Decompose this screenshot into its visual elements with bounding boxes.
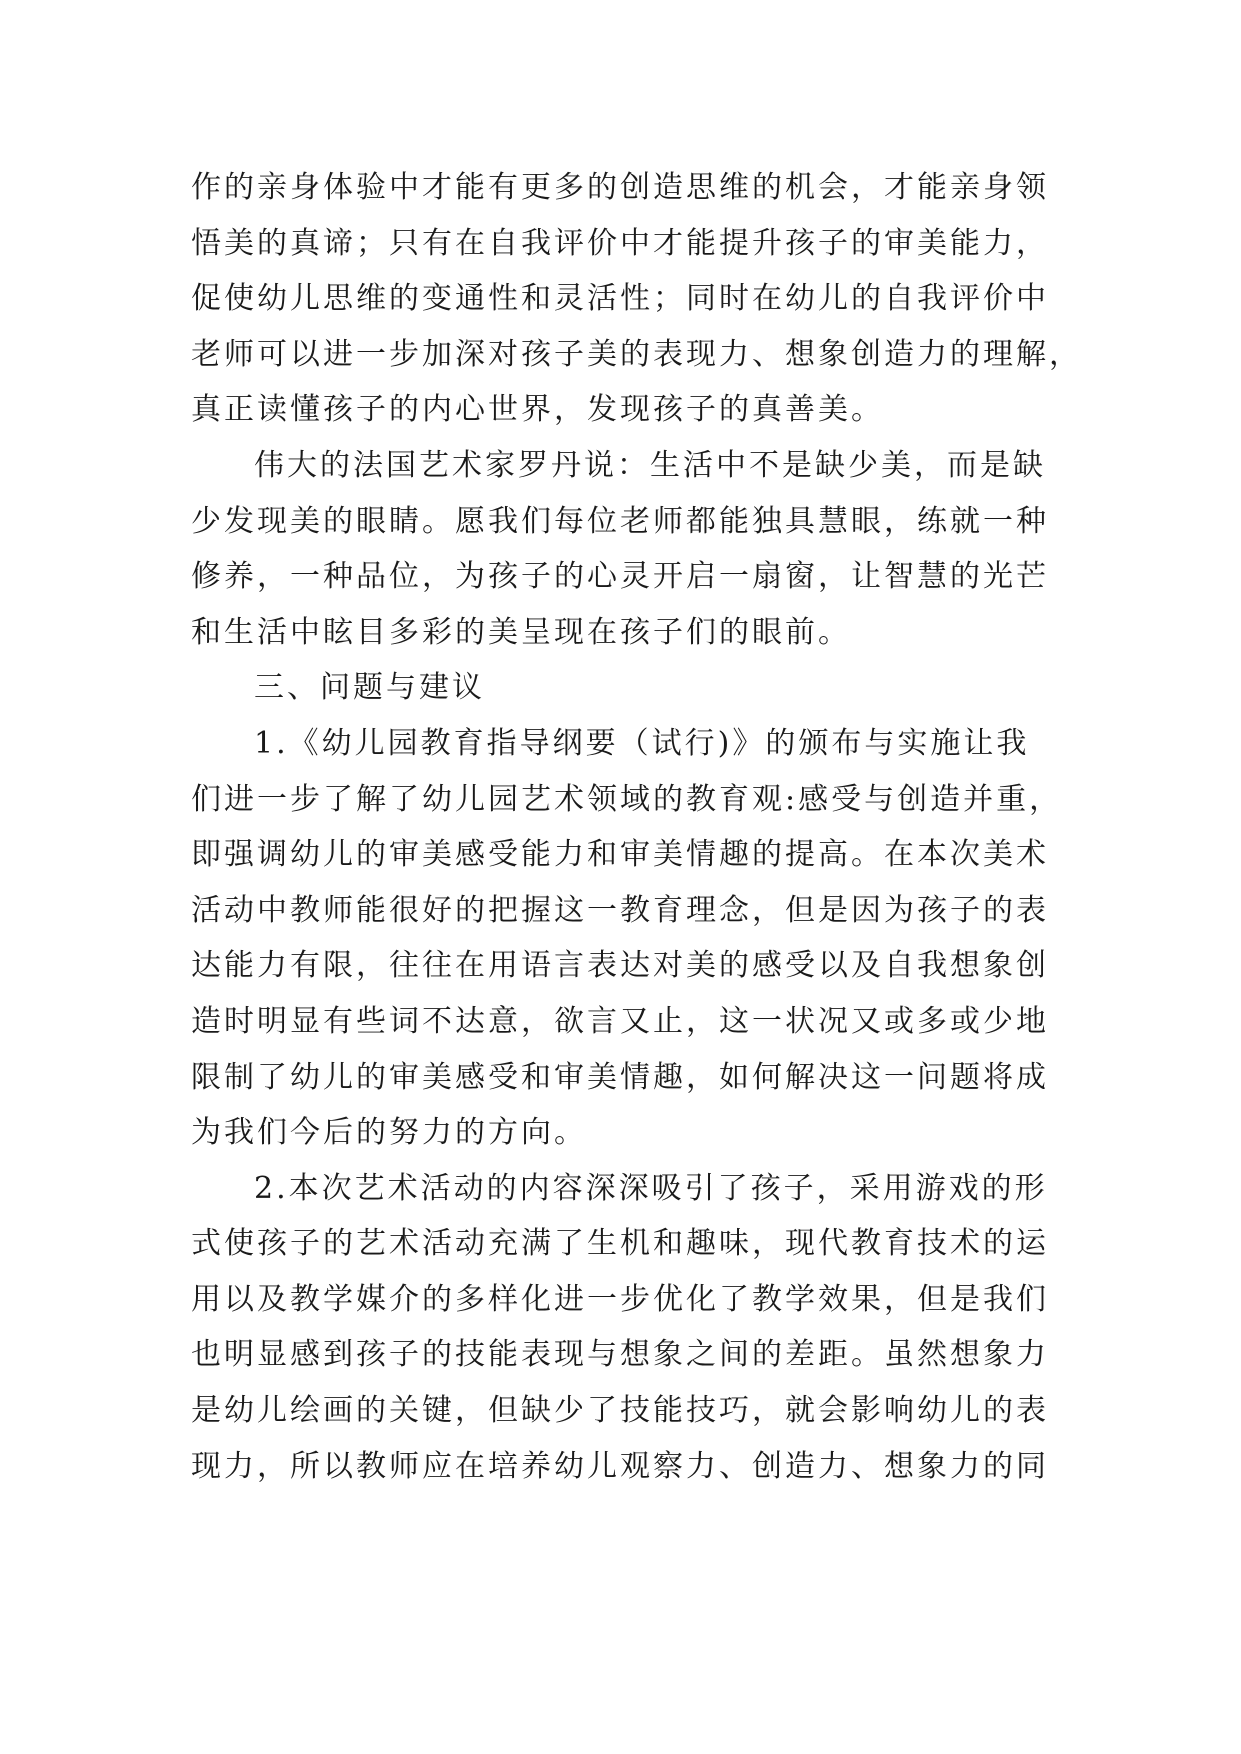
text-line: 是幼儿绘画的关键，但缺少了技能技巧，就会影响幼儿的表: [191, 1393, 1049, 1429]
text-line: 造时明显有些词不达意，欲言又止，这一状况又或多或少地: [191, 1003, 1049, 1039]
text-line: 限制了幼儿的审美感受和审美情趣，如何解决这一问题将成: [191, 1059, 1049, 1095]
text-line: 促使幼儿思维的变通性和灵活性；同时在幼儿的自我评价中: [191, 281, 1049, 317]
text-line: 和生活中眩目多彩的美呈现在孩子们的眼前。: [191, 614, 851, 650]
text-line: 修养，一种品位，为孩子的心灵开启一扇窗，让智慧的光芒: [191, 559, 1049, 595]
paragraph-start-line: 2.本次艺术活动的内容深深吸引了孩子，采用游戏的形: [254, 1170, 1048, 1206]
text-line: 作的亲身体验中才能有更多的创造思维的机会，才能亲身领: [191, 170, 1049, 205]
text-line: 用以及教学媒介的多样化进一步优化了教学效果，但是我们: [191, 1281, 1049, 1317]
text-line: 少发现美的眼睛。愿我们每位老师都能独具慧眼，练就一种: [191, 503, 1049, 539]
text-line: 式使孩子的艺术活动充满了生机和趣味，现代教育技术的运: [191, 1226, 1049, 1262]
text-line: 现力，所以教师应在培养幼儿观察力、创造力、想象力的同: [191, 1448, 1049, 1484]
paragraph-start-line: 1.《幼儿园教育指导纲要（试行)》的颁布与实施让我: [254, 725, 1030, 761]
text-line: 活动中教师能很好的把握这一教育理念，但是因为孩子的表: [191, 892, 1049, 928]
text-line: 真正读懂孩子的内心世界，发现孩子的真善美。: [191, 392, 884, 428]
body-text: [191, 160, 1082, 1494]
text-line: 也明显感到孩子的技能表现与想象之间的差距。虽然想象力: [191, 1337, 1049, 1373]
paragraph-start-line: 伟大的法国艺术家罗丹说：生活中不是缺少美，而是缺: [254, 447, 1046, 483]
text-line: 为我们今后的努力的方向。: [191, 1115, 587, 1151]
text-line: 悟美的真谛；只有在自我评价中才能提升孩子的审美能力，: [191, 225, 1049, 261]
section-heading: 三、问题与建议: [254, 670, 485, 706]
text-line: 老师可以进一步加深对孩子美的表现力、想象创造力的理解，: [191, 336, 1082, 372]
text-line: 即强调幼儿的审美感受能力和审美情趣的提高。在本次美术: [191, 837, 1049, 873]
text-line: 达能力有限，往往在用语言表达对美的感受以及自我想象创: [191, 948, 1049, 984]
text-line: 们进一步了解了幼儿园艺术领域的教育观:感受与创造并重，: [191, 781, 1063, 817]
